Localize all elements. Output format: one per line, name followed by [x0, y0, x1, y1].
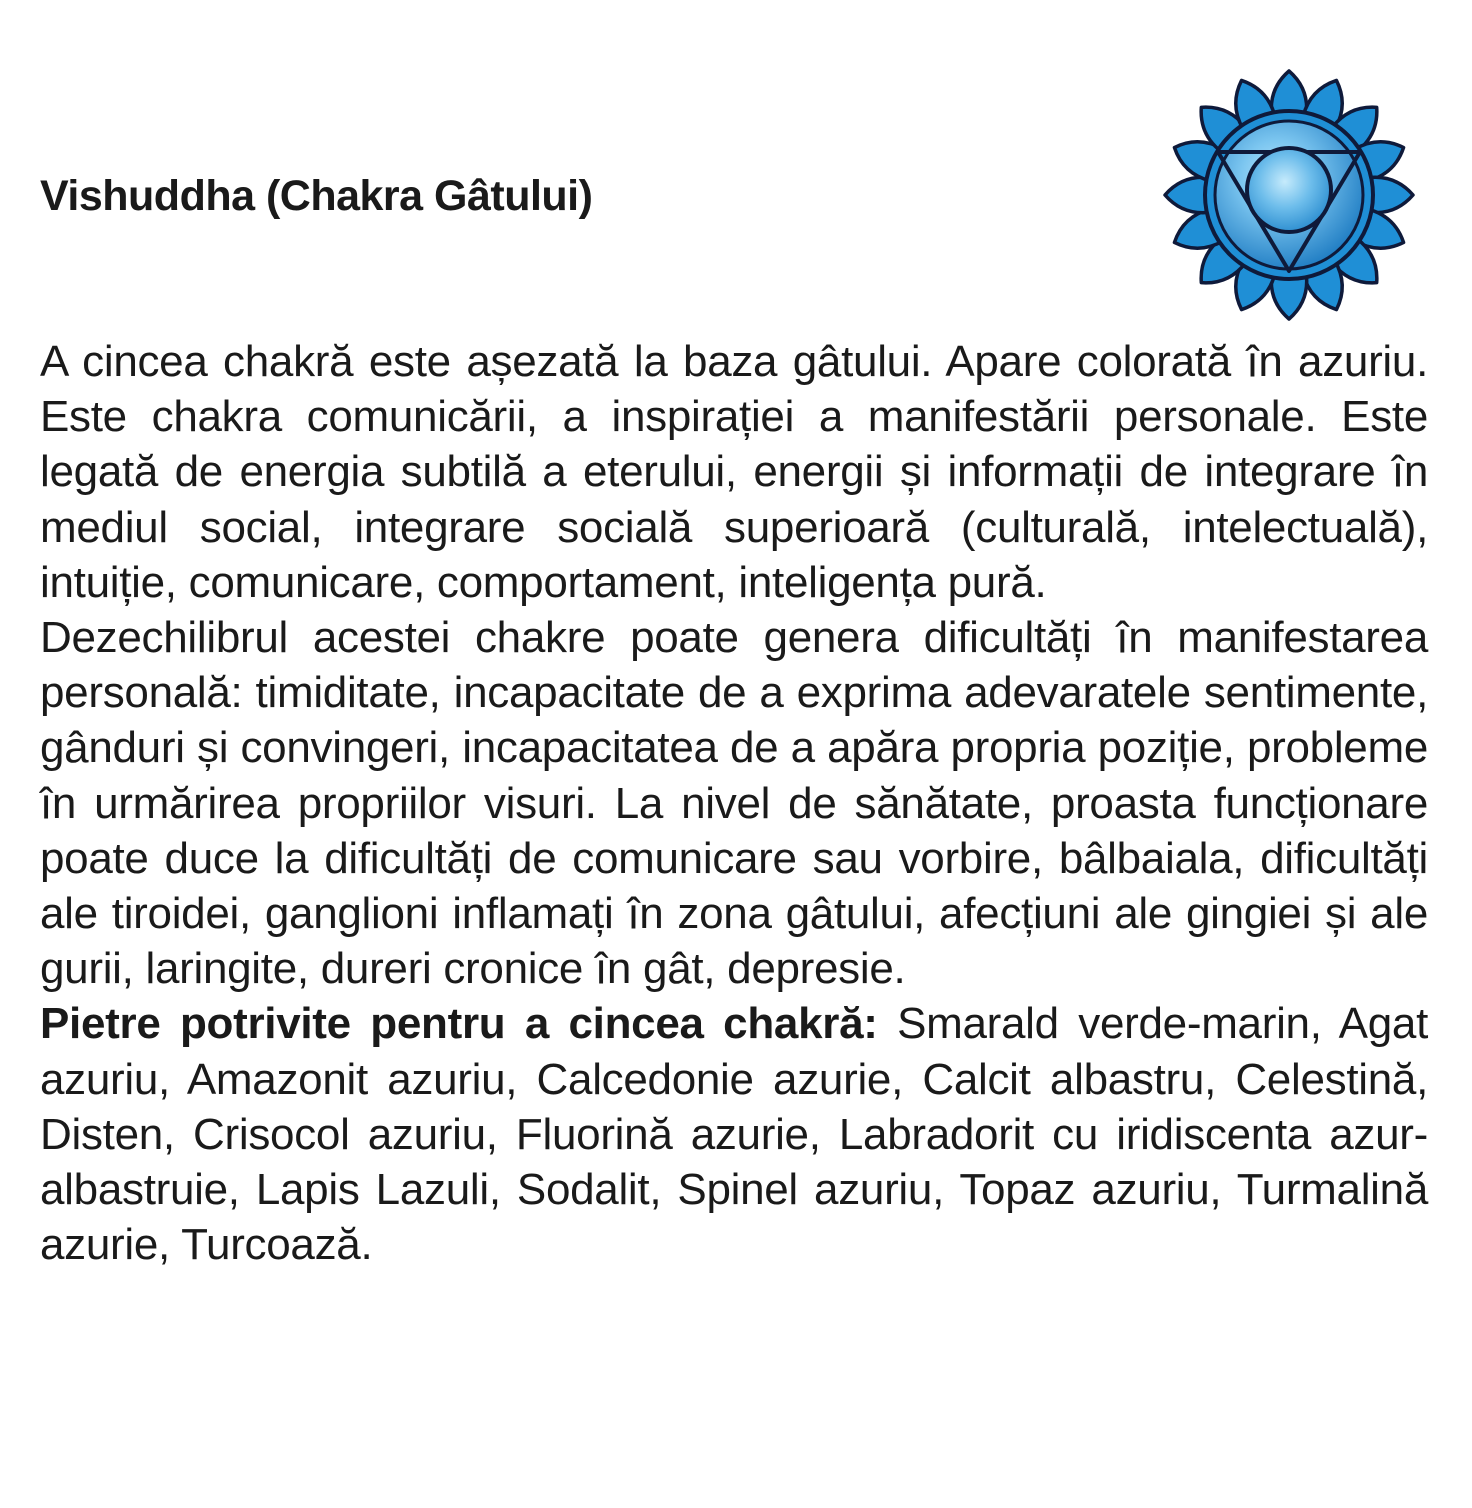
chakra-inner-circle — [1247, 148, 1331, 232]
stones-label: Pietre potrivite pentru a cincea chakră: — [40, 999, 878, 1049]
article-body — [40, 334, 1428, 1272]
imbalance-paragraph: Dezechilibrul acestei chakre poate genera dificultăți în manifestarea personală: timiditate, incapacitate de a exprima adevaratele sentimente, gânduri și convingeri, incapacitatea de a apăra propria poziție, probleme în urmărirea propriilor visuri. La nivel de sănătate, proasta funcționare poate duce la dificultăți de comunicare sau vorbire, bâlbaiala, dificultăți ale tiroidei, ganglioni inflamați în zona gâtului, afecțiuni ale gingiei și ale gurii, laringite, dureri cronice în gât, depresie. — [40, 613, 1428, 994]
vishuddha-chakra-symbol-icon — [1160, 66, 1418, 324]
intro-paragraph: A cincea chakră este așezată la baza gâtului. Apare colorată în azuriu. Este chakra comunicării, a inspirației a manifestării personale. Este legată de energia subtilă a eterului, energii și informații de integrare în mediul social, integrare socială superioară (culturală, intelectuală), intuiție, comunicare, comportament, inteligența pură. — [40, 337, 1428, 607]
page-title: Vishuddha (Chakra Gâtului) — [40, 172, 593, 220]
stones-paragraph — [40, 996, 1428, 1272]
stones-list: Smarald verde-marin, Agat azuriu, Amazonit azuriu, Calcedonie azurie, Calcit albastru, Celestină, Disten, Crisocol azuriu, Fluorină azurie, Labradorit cu iridiscenta azur-albastruie, Lapis Lazuli, Sodalit, Spinel azuriu, Topaz azuriu, Turmalină azurie, Turcoază. — [40, 999, 1428, 1270]
